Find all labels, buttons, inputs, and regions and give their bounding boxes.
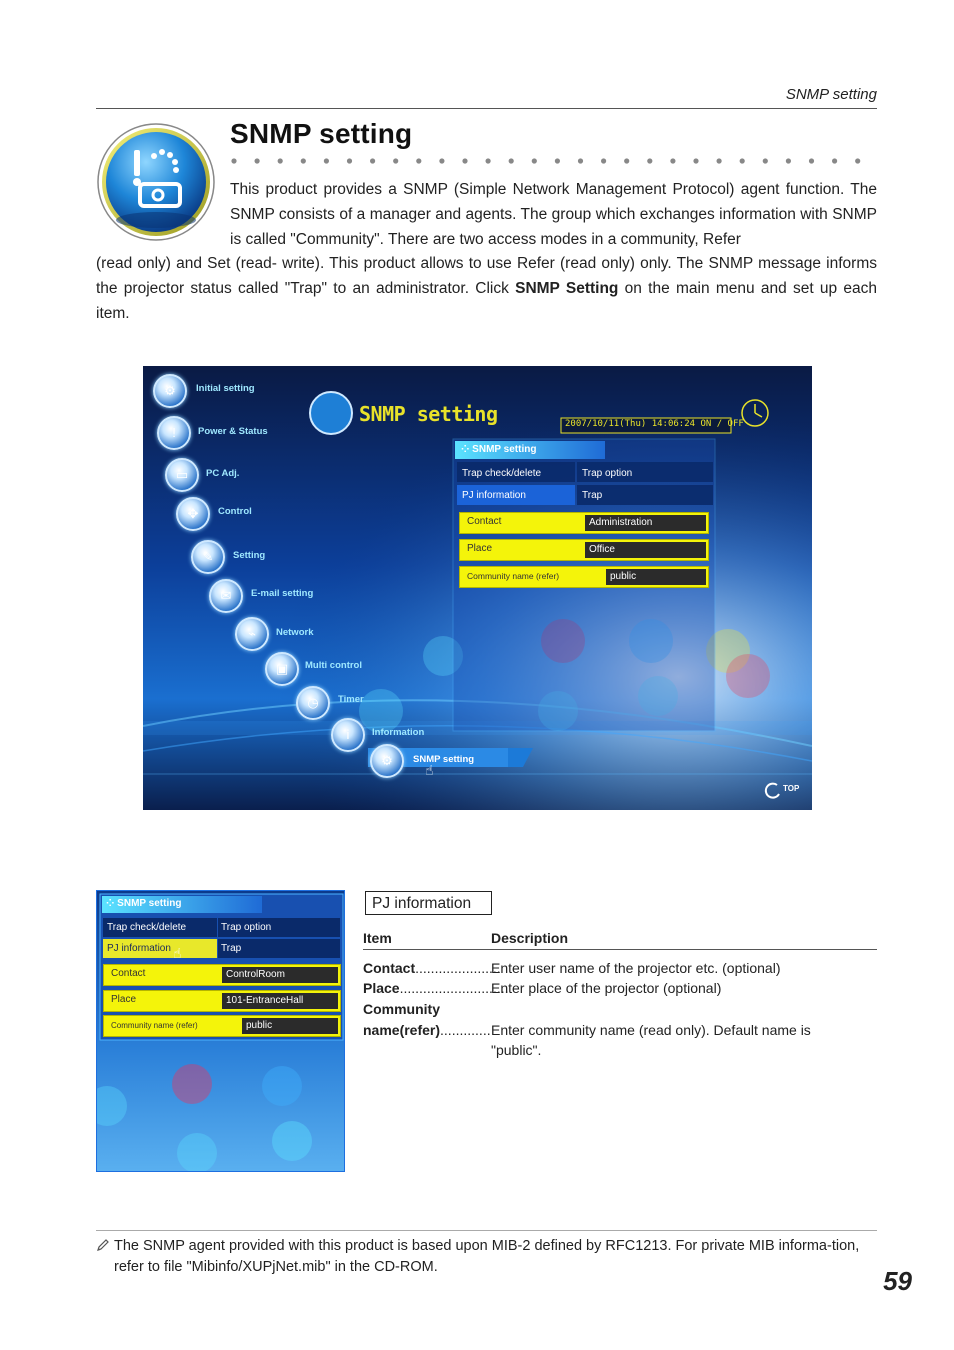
small-panel-title: ⁘ SNMP setting <box>106 898 182 909</box>
table-description: Enter user name of the projector etc. (optional) <box>491 960 781 976</box>
intro-paragraph-part2 <box>96 252 877 326</box>
menu-item-control[interactable]: Control <box>218 506 252 517</box>
small-place-row <box>103 990 341 1012</box>
footnote: The SNMP agent provided with this product is based upon MIB-2 defined by RFC1213. For private MIB informa-tion, refer to file "Mibinfo/XUPjNet.mib" in the CD-ROM. <box>114 1238 860 1275</box>
small-contact-label: Contact <box>111 968 146 979</box>
small-contact-field[interactable]: ControlRoom <box>222 967 338 983</box>
title-rule-dot <box>786 158 791 163</box>
menu-item-information[interactable]: Information <box>372 727 425 738</box>
tab-trap[interactable]: Trap <box>582 490 603 501</box>
menu-icon-snmp-setting[interactable]: ⚙ <box>370 744 404 778</box>
table-item-line1: Community <box>363 1001 440 1017</box>
running-header: SNMP setting <box>785 86 877 103</box>
page-number: 59 <box>883 1266 912 1296</box>
pointer-cursor-icon: ☝ <box>425 762 434 778</box>
title-rule-dot <box>301 158 306 163</box>
menu-item-email-setting[interactable]: E-mail setting <box>251 588 314 599</box>
table-row-place <box>363 978 877 999</box>
title-rule-dot <box>855 158 860 163</box>
title-rule-dot <box>462 158 467 163</box>
table-leader-dots: ............. <box>440 1021 491 1038</box>
title-rule-dot <box>647 158 652 163</box>
title-rule-dot <box>278 158 283 163</box>
menu-item-snmp-setting[interactable]: SNMP setting <box>413 754 475 765</box>
screen-datetime: 2007/10/11(Thu) 14:06:24 ON / OFF <box>565 419 744 429</box>
table-description: Enter community name (read only). Default name is "public". <box>491 1021 811 1058</box>
small-community-row <box>103 1015 341 1037</box>
title-rule-dot <box>670 158 675 163</box>
table-row-contact <box>363 958 877 979</box>
panel-title-text: SNMP setting <box>472 444 537 455</box>
small-place-field[interactable]: 101-EntranceHall <box>222 993 338 1009</box>
title-rule-dot <box>763 158 768 163</box>
menu-item-timer[interactable]: Timer <box>338 694 364 705</box>
table-header-description: Description <box>491 930 569 946</box>
table-item: name(refer) <box>363 1021 441 1038</box>
table-leader-dots: ...................... <box>415 960 501 976</box>
menu-icon-initial-setting[interactable]: ⚙ <box>153 374 187 408</box>
title-rule-dot <box>693 158 698 163</box>
title-rule-dot <box>486 158 491 163</box>
contact-field[interactable]: Administration <box>585 515 706 531</box>
place-row <box>459 539 709 561</box>
intro-paragraph-part1: This product provides a SNMP (Simple Network Management Protocol) agent function. The SNMP consists of a manager and agents. The group which exchanges information with SNMP is called "Community". There are two access modes in a community, Refer <box>230 181 877 248</box>
menu-icon-email-setting[interactable]: ✉ <box>209 579 243 613</box>
title-rule-dot <box>532 158 537 163</box>
menu-item-multi-control[interactable]: Multi control <box>305 660 362 671</box>
title-rule-dot <box>255 158 260 163</box>
small-place-label: Place <box>111 994 137 1005</box>
footer-rule <box>96 1230 877 1231</box>
snmp-setting-screenshot <box>143 366 812 810</box>
menu-item-pc-adj[interactable]: PC Adj. <box>206 468 240 479</box>
title-rule-dot <box>393 158 398 163</box>
tab-trap-check-delete[interactable]: Trap check/delete <box>462 468 542 479</box>
screen-header-title: SNMP setting <box>359 402 498 426</box>
title-rule-dot <box>231 158 236 163</box>
table-item: Place <box>363 980 400 996</box>
small-panel-title-text: SNMP setting <box>117 898 182 909</box>
menu-icon-setting[interactable]: ✎ <box>191 540 225 574</box>
small-tab-pj-information[interactable]: PJ information <box>107 943 171 954</box>
menu-item-power-status[interactable]: Power & Status <box>198 426 268 437</box>
table-header-item: Item <box>363 930 392 946</box>
menu-icon-timer[interactable]: ◷ <box>296 686 330 720</box>
intro-text-end: on the main menu and set up each item. <box>96 279 878 322</box>
top-button[interactable]: TOP <box>783 784 800 793</box>
title-rule-dot <box>809 158 814 163</box>
tab-pj-information[interactable]: PJ information <box>462 490 526 501</box>
table-header-rule <box>363 949 877 950</box>
contact-row <box>459 512 709 534</box>
title-rule-dot <box>509 158 514 163</box>
small-tab-trap[interactable]: Trap <box>221 943 242 954</box>
pencil-note-icon <box>96 1238 110 1252</box>
title-rule-dot <box>370 158 375 163</box>
community-field[interactable]: public <box>606 569 706 585</box>
small-tab-trap-option[interactable]: Trap option <box>221 922 272 933</box>
menu-icon-multi-control[interactable]: ▣ <box>265 652 299 686</box>
small-community-field[interactable]: public <box>242 1018 338 1034</box>
title-rule-dot <box>555 158 560 163</box>
menu-item-setting[interactable]: Setting <box>233 550 266 561</box>
place-field[interactable]: Office <box>585 542 706 558</box>
title-rule-dot <box>578 158 583 163</box>
page-title: SNMP setting <box>230 118 413 149</box>
small-tab-trap-check-delete[interactable]: Trap check/delete <box>107 922 187 933</box>
menu-icon-control[interactable]: ✥ <box>176 497 210 531</box>
intro-bold-text: SNMP Setting <box>515 279 619 297</box>
menu-item-initial-setting[interactable]: Initial setting <box>196 383 255 394</box>
network-projector-icon <box>96 122 216 242</box>
tab-trap-option[interactable]: Trap option <box>582 468 633 479</box>
header-rule <box>96 108 877 109</box>
table-row-community <box>363 999 877 1058</box>
title-rule-dot <box>624 158 629 163</box>
small-contact-row <box>103 964 341 986</box>
title-rule-dot <box>324 158 329 163</box>
title-rule-dot <box>439 158 444 163</box>
community-row <box>459 566 709 588</box>
table-description: Enter place of the projector (optional) <box>491 980 722 996</box>
menu-icon-power-status[interactable]: ! <box>157 416 191 450</box>
menu-icon-network[interactable]: ⌁ <box>235 617 269 651</box>
panel-title: ⁘ SNMP setting <box>461 444 537 455</box>
title-dot-rule <box>230 156 880 166</box>
pj-information-heading: PJ information <box>365 891 492 915</box>
table-item: Contact <box>363 960 416 976</box>
menu-icon-pc-adj[interactable]: ▭ <box>165 458 199 492</box>
intro-text: (read only) and Set (read- write). This product allows to use Refer (read only) only. The SNMP message informs the projector status called "Trap" to an administrator. Click <box>96 255 877 297</box>
title-rule-dot <box>740 158 745 163</box>
title-rule-dot <box>347 158 352 163</box>
place-label: Place <box>467 543 493 554</box>
community-label: Community name (refer) <box>467 571 560 581</box>
title-rule-dot <box>601 158 606 163</box>
small-community-label: Community name (refer) <box>111 1021 198 1030</box>
title-rule-dot <box>717 158 722 163</box>
title-rule-dot <box>832 158 837 163</box>
title-rule-dot <box>416 158 421 163</box>
contact-label: Contact <box>467 516 502 527</box>
menu-icon-information[interactable]: i <box>331 718 365 752</box>
small-pointer-cursor-icon: ☝ <box>173 945 182 961</box>
pj-information-screenshot <box>96 890 345 1172</box>
table-leader-dots: ............................ <box>399 980 509 996</box>
menu-item-network[interactable]: Network <box>276 627 314 638</box>
